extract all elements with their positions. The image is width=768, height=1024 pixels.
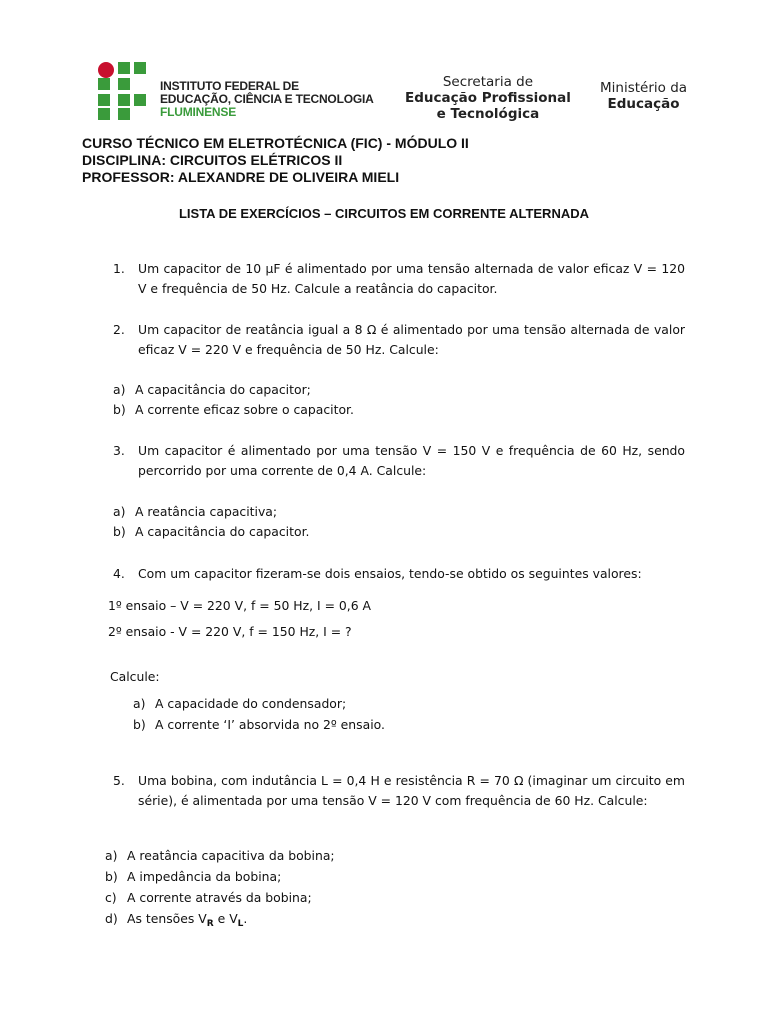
question-number: 1.	[113, 261, 125, 276]
list-item: a) A capacidade do condensador;	[133, 696, 347, 711]
question-text: Com um capacitor fizeram-se dois ensaios, tendo-se obtido os seguintes valores:	[138, 566, 642, 581]
list-item: b) A capacitância do capacitor.	[113, 524, 310, 539]
document-title: LISTA DE EXERCÍCIOS – CIRCUITOS EM CORRENTE ALTERNADA	[178, 206, 589, 221]
professor-line: PROFESSOR: ALEXANDRE DE OLIVEIRA MIELI	[82, 169, 400, 185]
question-4	[113, 564, 685, 584]
question-text: Um capacitor de reatância igual a 8 Ω é alimentado por uma tensão alternada de valor eficaz V = 220 V e frequência de 50 Hz. Calcule:	[138, 322, 685, 357]
question-number: 3.	[113, 443, 125, 458]
question-text: Um capacitor de 10 µF é alimentado por uma tensão alternada de valor eficaz V = 120 V e frequência de 50 Hz. Calcule a reatância do capacitor.	[138, 261, 685, 296]
mec-line-2: Educação	[607, 96, 680, 112]
question-text: Uma bobina, com indutância L = 0,4 H e resistência R = 70 Ω (imaginar um circuito em série), é alimentada por uma tensão V = 120 V com frequência de 60 Hz. Calcule:	[138, 773, 685, 808]
mec-logo	[600, 80, 687, 112]
list-item: d) As tensões $V_R$ e $V_L$.	[105, 911, 248, 929]
course-line: CURSO TÉCNICO EM ELETROTÉCNICA (FIC) - MÓDULO II	[82, 135, 469, 151]
list-item: a) A reatância capacitiva;	[113, 504, 278, 519]
logo-red-dot	[98, 62, 114, 78]
question-number: 4.	[113, 566, 125, 581]
course-header	[82, 135, 469, 186]
question-2	[113, 320, 685, 360]
test-line-2: 2º ensaio - V = 220 V, f = 150 Hz, I = ?	[108, 624, 352, 639]
list-item: b) A impedância da bobina;	[105, 869, 282, 884]
list-item: c) A corrente através da bobina;	[105, 890, 312, 905]
question-number: 2.	[113, 322, 125, 337]
question-5	[113, 771, 685, 811]
list-item: b) A corrente ‘I’ absorvida no 2º ensaio.	[133, 717, 385, 732]
mec-line-1: Ministério da	[600, 80, 688, 96]
ifrj-line-2: EDUCAÇÃO, CIÊNCIA E TECNOLOGIA	[160, 92, 374, 106]
ifrj-line-1: INSTITUTO FEDERAL DE	[160, 79, 299, 93]
ifrj-line-3: FLUMINENSE	[160, 105, 237, 119]
ifrj-logo-text	[160, 80, 374, 119]
calc-label: Calcule:	[110, 669, 160, 684]
test-line-1: 1º ensaio – V = 220 V, f = 50 Hz, I = 0,6 A	[108, 598, 372, 613]
list-item: a) A reatância capacitiva da bobina;	[105, 848, 335, 863]
question-text: Um capacitor é alimentado por uma tensão V = 150 V e frequência de 60 Hz, sendo percorrido por uma corrente de 0,4 A. Calcule:	[138, 443, 685, 478]
question-1	[113, 259, 685, 299]
setec-line-3: e Tecnológica	[436, 106, 540, 122]
setec-logo	[405, 74, 571, 122]
question-number: 5.	[113, 773, 125, 788]
list-item: b) A corrente eficaz sobre o capacitor.	[113, 402, 354, 417]
list-item: a) A capacitância do capacitor;	[113, 382, 311, 397]
ifrj-logo-icon	[98, 62, 150, 120]
setec-line-1: Secretaria de	[442, 74, 534, 90]
discipline-line: DISCIPLINA: CIRCUITOS ELÉTRICOS II	[82, 152, 343, 168]
setec-line-2: Educação Profissional	[405, 90, 571, 106]
question-3	[113, 441, 685, 481]
